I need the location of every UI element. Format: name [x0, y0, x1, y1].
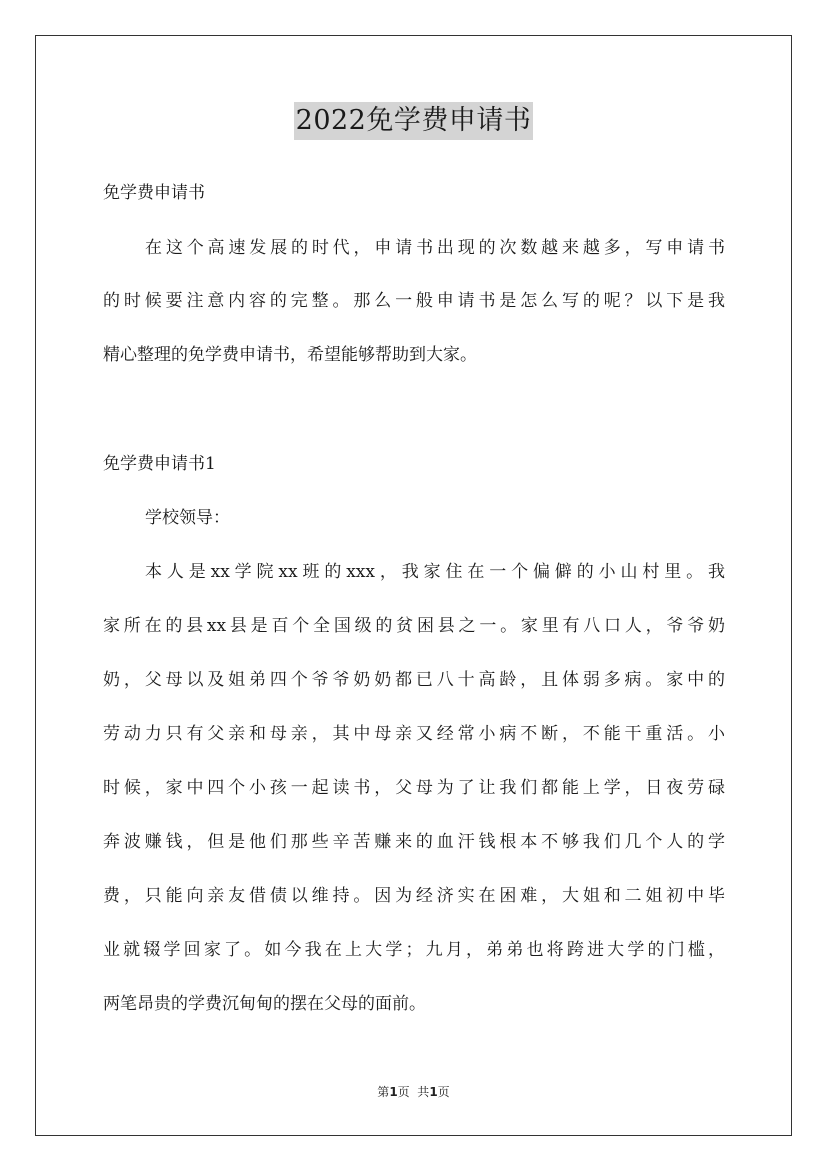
intro-line-3: 精心整理的免学费申请书，希望能够帮助到大家。 [103, 345, 477, 365]
footer-page-prefix: 第 [377, 1085, 390, 1099]
body-line-3: 奶，父母以及姐弟四个爷爷奶奶都已八十高龄，且体弱多病。家中的 [103, 670, 725, 690]
intro-line-2: 的时候要注意内容的完整。那么一般申请书是怎么写的呢？以下是我 [103, 291, 725, 311]
footer-page-current: 1 [389, 1085, 398, 1099]
document-subtitle: 免学费申请书 [103, 183, 205, 203]
body-line-5: 时候，家中四个小孩一起读书，父母为了让我们都能上学，日夜劳碌 [103, 778, 725, 798]
body-line-1: 本人是xx学院xx班的xxx，我家住在一个偏僻的小山村里。我 [145, 562, 725, 582]
title-container [0, 102, 827, 140]
page-footer [0, 1084, 827, 1100]
body-line-6: 奔波赚钱，但是他们那些辛苦赚来的血汗钱根本不够我们几个人的学 [103, 832, 725, 852]
body-line-2: 家所在的县xx县是百个全国级的贫困县之一。家里有八口人，爷爷奶 [103, 616, 725, 636]
body-line-9: 两笔昂贵的学费沉甸甸的摆在父母的面前。 [103, 994, 426, 1014]
body-line-4: 劳动力只有父亲和母亲，其中母亲又经常小病不断，不能干重活。小 [103, 724, 725, 744]
footer-page-suffix: 页 [437, 1085, 450, 1099]
salutation: 学校领导： [145, 508, 230, 528]
intro-line-1: 在这个高速发展的时代，申请书出现的次数越来越多，写申请书 [145, 238, 725, 258]
footer-page-mid: 页 共 [397, 1085, 430, 1099]
section-heading: 免学费申请书1 [103, 454, 216, 474]
body-line-8: 业就辍学回家了。如今我在上大学；九月，弟弟也将跨进大学的门槛， [103, 940, 725, 960]
footer-page-total: 1 [429, 1085, 438, 1099]
body-line-7: 费，只能向亲友借债以维持。因为经济实在困难，大姐和二姐初中毕 [103, 886, 725, 906]
document-title: 2022免学费申请书 [294, 102, 534, 140]
